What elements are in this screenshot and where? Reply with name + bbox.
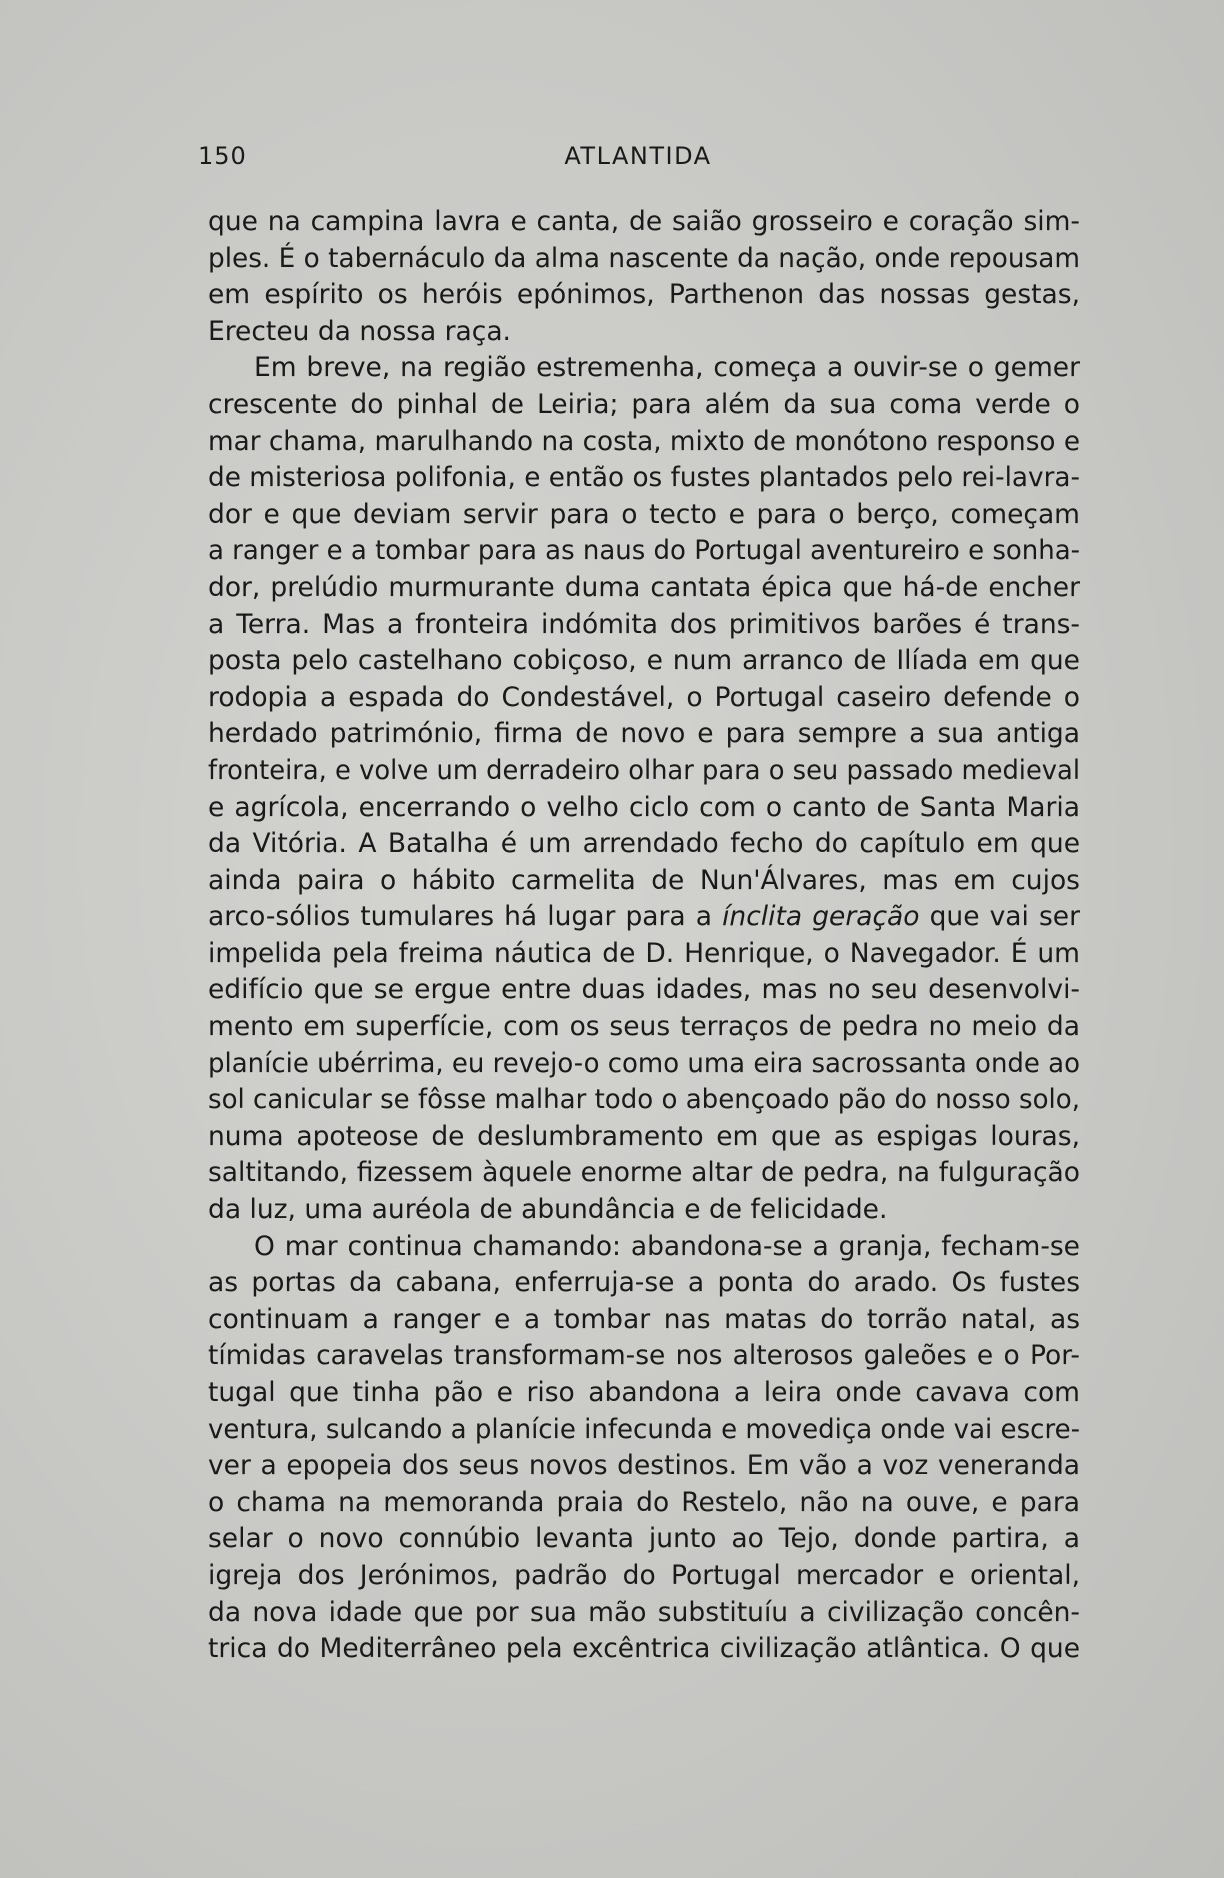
text-line: planície ubérrima, eu revejo-o como uma eira sacrossanta onde ao (208, 1047, 1080, 1079)
text-line: sol canicular se fôsse malhar todo o abençoado pão do nosso solo, (208, 1084, 1080, 1116)
text-line: tugal que tinha pão e riso abandona a leira onde cavava com (208, 1377, 1080, 1408)
text-line: ventura, sulcando a planície infecunda e movediça onde vai escre- (208, 1413, 1080, 1445)
text-line: fronteira, e volve um derradeiro olhar para o seu passado medieval (208, 754, 1080, 786)
text-line: selar o novo connúbio levanta junto ao Tejo, donde partira, a (208, 1523, 1080, 1555)
text-line: continuam a ranger e a tombar nas matas do torrão natal, as (208, 1303, 1080, 1335)
text-line: de misteriosa polifonia, e então os fustes plantados pelo rei-lavra- (208, 462, 1080, 494)
text-line: em espírito os heróis epónimos, Parthenon das nossas gestas, (208, 279, 1080, 311)
text-line: da Vitória. A Batalha é um arrendado fecho do capítulo em que (208, 828, 1080, 860)
text-line: mento em superfície, com os seus terraços de pedra no meio da (208, 1011, 1080, 1043)
text-line: a ranger e a tombar para as naus do Portugal aventureiro e sonha- (208, 535, 1080, 567)
text-line: as portas da cabana, enferruja-se a ponta do arado. Os fustes (208, 1267, 1080, 1299)
running-title: ATLANTIDA (564, 142, 712, 170)
text-line: da nova idade que por sua mão substituíu a civilização concên- (208, 1596, 1080, 1628)
text-segment: arco-sólios tumulares há lugar para a (208, 901, 723, 933)
text-line: ples. É o tabernáculo da alma nascente da nação, onde repousam (208, 242, 1080, 274)
page-number: 150 (198, 142, 247, 170)
text-line (208, 899, 1080, 936)
text-line: e agrícola, encerrando o velho ciclo com o canto de Santa Maria (208, 791, 1080, 823)
text-line: crescente do pinhal de Leiria; para além da sua coma verde o (208, 388, 1080, 420)
text-line: tímidas caravelas transformam-se nos alterosos galeões e o Por- (208, 1340, 1080, 1372)
body-text (208, 204, 1080, 1668)
text-line: trica do Mediterrâneo pela excêntrica civilização atlântica. O que (208, 1633, 1080, 1665)
text-line: edifício que se ergue entre duas idades, mas no seu desenvolvi- (208, 974, 1080, 1006)
text-line: da luz, uma auréola de abundância e de felicidade. (208, 1194, 888, 1226)
text-line: a Terra. Mas a fronteira indómita dos primitivos barões é trans- (208, 608, 1080, 640)
text-line: Erecteu da nossa raça. (208, 315, 511, 347)
text-line: dor e que deviam servir para o tecto e para o berço, começam (208, 498, 1080, 530)
text-line: saltitando, fizessem àquele enorme altar de pedra, na fulguração (208, 1157, 1080, 1189)
text-line: igreja dos Jerónimos, padrão do Portugal mercador e oriental, (208, 1559, 1080, 1591)
text-line: mar chama, marulhando na costa, mixto de monótono responso e (208, 425, 1080, 457)
text-line: impelida pela freima náutica de D. Henrique, o Navegador. É um (208, 937, 1080, 969)
text-line: o chama na memoranda praia do Restelo, não na ouve, e para (208, 1486, 1080, 1518)
text-line: rodopia a espada do Condestável, o Portugal caseiro defende o (208, 681, 1080, 713)
text-line: herdado património, firma de novo e para sempre a sua antiga (208, 718, 1080, 750)
text-segment: que vai ser (919, 901, 1080, 933)
text-line: posta pelo castelhano cobiçoso, e num arranco de Ilíada em que (208, 645, 1080, 677)
text-line: O mar continua chamando: abandona-se a granja, fecham-se (254, 1230, 1080, 1262)
text-line: ver a epopeia dos seus novos destinos. Em vão a voz veneranda (208, 1450, 1080, 1482)
text-line: ainda paira o hábito carmelita de Nun'Álvares, mas em cujos (208, 864, 1080, 896)
text-line: numa apoteose de deslumbramento em que as espigas louras, (208, 1120, 1080, 1152)
text-line: que na campina lavra e canta, de saião grosseiro e coração sim- (208, 206, 1080, 237)
running-head (198, 142, 1078, 176)
text-line: dor, prelúdio murmurante duma cantata épica que há-de encher (208, 571, 1080, 603)
italic-phrase: ínclita geração (722, 901, 920, 933)
text-line: Em breve, na região estremenha, começa a ouvir-se o gemer (254, 352, 1080, 384)
